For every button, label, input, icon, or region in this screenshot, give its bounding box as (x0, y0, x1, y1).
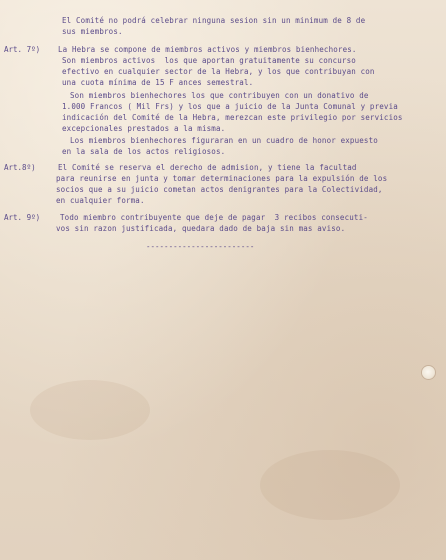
article-label: Art. 9º) (4, 213, 41, 222)
intro-line: sus miembros. (62, 27, 123, 36)
article-line: vos sin razon justificada, quedara dado de baja sin mas aviso. (56, 224, 346, 233)
article-line: El Comité se reserva el derecho de admision, y tiene la facultad (58, 163, 357, 172)
paper-stain (30, 380, 150, 440)
article-line: Son miembros activos los que aportan gratuitamente su concurso (62, 56, 356, 65)
intro-line: El Comité no podrá celebrar ninguna sesion sin un minimum de 8 de (62, 16, 366, 25)
article-line: excepcionales prestados a la misma. (62, 124, 226, 133)
article-line: para reunirse en junta y tomar determinaciones para la expulsión de los (56, 174, 388, 183)
article-line: una cuota mínima de 15 F ances semestral. (62, 78, 254, 87)
article-line: 1.000 Francos ( Mil Frs) y los que a juicio de la Junta Comunal y previa (62, 102, 398, 111)
article-line: en cualquier forma. (56, 196, 145, 205)
article-line: Son miembros bienhechores los que contribuyen con un donativo de (70, 91, 369, 100)
article-line: indicación del Comité de la Hebra, merezcan este privilegio por servicios (62, 113, 403, 122)
article-line: La Hebra se compone de miembros activos y miembros bienhechores. (58, 45, 357, 54)
article-line: Todo miembro contribuyente que deje de pagar 3 recibos consecuti- (60, 213, 368, 222)
article-line: socios que a su juicio cometan actos denigrantes para la Colectividad, (56, 185, 383, 194)
article-line: efectivo en cualquier sector de la Hebra, y los que contribuyan con (62, 67, 375, 76)
separator-line: ------------------------ (146, 242, 255, 251)
article-line: en la sala de los actos religiosos. (62, 147, 226, 156)
paper-stain (260, 450, 400, 520)
article-label: Art.8º) (4, 163, 36, 172)
article-line: Los miembros bienhechores figuraran en un cuadro de honor expuesto (70, 136, 378, 145)
article-label: Art. 7º) (4, 45, 41, 54)
punch-hole (422, 366, 435, 379)
